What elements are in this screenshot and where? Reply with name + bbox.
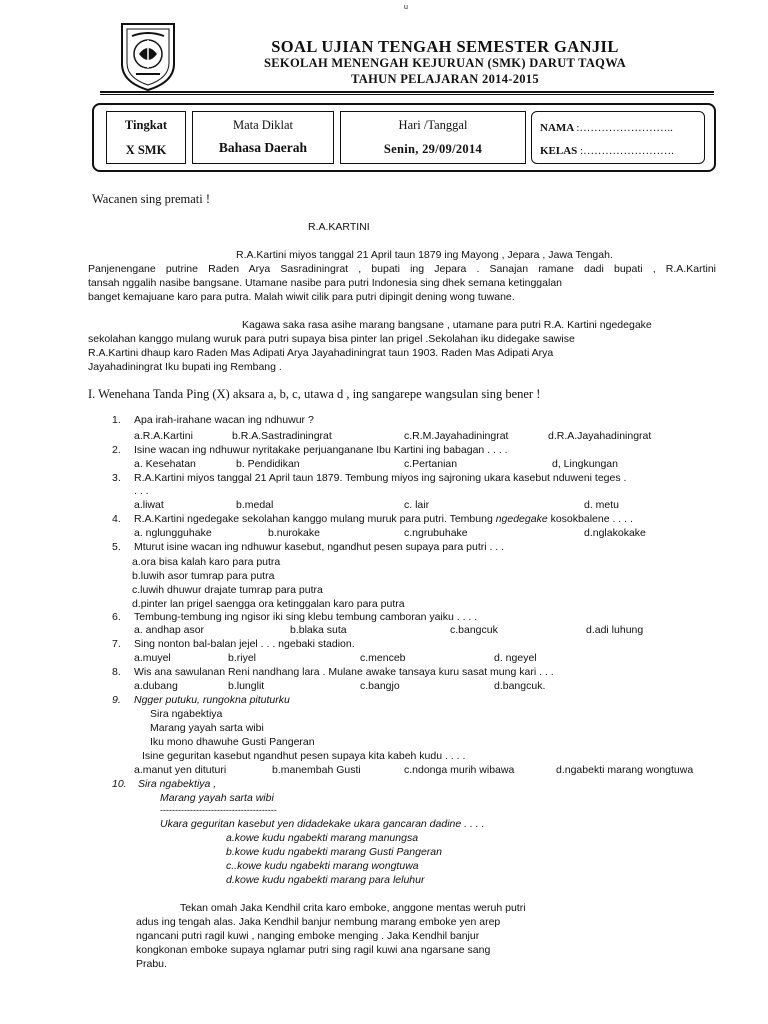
nama-label: NAMA (540, 122, 574, 134)
question-8-option-d[interactable]: d.bangcuk. (494, 680, 546, 692)
question-8-option-c[interactable]: c.bangjo (360, 680, 400, 692)
question-3-text: R.A.Kartini miyos tanggal 21 April taun 1879. Tembung miyos ing sajroning ukara kasebut nduweni teges . (134, 472, 627, 484)
question-8-option-a[interactable]: a.dubang (134, 680, 178, 692)
question-5-number: 5. (112, 541, 121, 553)
top-mark: u (404, 4, 408, 11)
story-line-2: adus ing tengah alas. Jaka Kendhil banjur nembung marang emboke yen arep (136, 916, 501, 928)
question-1-option-b[interactable]: b.R.A.Sastradiningrat (232, 430, 332, 442)
question-9-poem-line-4: Iku mono dhawuhe Gusti Pangeran (150, 736, 315, 748)
question-5-option-a[interactable]: a.ora bisa kalah karo para putra (132, 556, 281, 568)
reading-instruction: Wacanen sing premati ! (92, 192, 211, 206)
question-10-dashes: --------------------------------------- (160, 805, 277, 815)
story-line-5: Prabu. (136, 958, 167, 970)
question-1-number: 1. (112, 414, 121, 426)
story-line-4: kongkonan emboke supaya nglamar putri sing ragil kuwi ana ngarsane sang (136, 944, 491, 956)
paragraph-1-line-2: Panjenengane putrine Raden Arya Sasradiningrat , bupati ing Jepara . Sanajan ramane dadi bupati , R.A.Kartini (88, 263, 716, 275)
paragraph-2-line-2: sekolahan kanggo mulang wuruk para putri supaya bisa pinter lan prigel .Sekolahan iku didegake sawise (88, 333, 575, 345)
question-2-number: 2. (112, 444, 121, 456)
question-2-option-a[interactable]: a. Kesehatan (134, 458, 196, 470)
question-1-option-c[interactable]: c.R.M.Jayahadiningrat (404, 430, 509, 442)
mata-diklat-label: Mata Diklat (232, 118, 294, 132)
question-3-text-cont: . . . (134, 485, 149, 497)
question-6-option-d[interactable]: d.adi luhung (586, 624, 644, 636)
section-i-instruction: I. Wenehana Tanda Ping (X) aksara a, b, c, utawa d , ing sangarepe wangsulan sing bener ! (88, 387, 541, 401)
paragraph-2-line-3: R.A.Kartini dhaup karo Raden Mas Adipati Arya Jayahadiningrat taun 1903. Raden Mas Adipati Arya (88, 347, 554, 359)
school-name: SEKOLAH MENENGAH KEJURUAN (SMK) DARUT TAQWA (264, 56, 626, 70)
question-7-number: 7. (112, 638, 121, 650)
tanggal-value: Senin, 29/09/2014 (383, 142, 483, 156)
question-1-text: Apa irah-irahane wacan ing ndhuwur ? (134, 414, 314, 426)
question-3-option-c[interactable]: c. lair (404, 499, 430, 511)
question-10-option-a[interactable]: a.kowe kudu ngabekti marang manungsa (226, 832, 419, 844)
question-10-poem-line-1: Sira ngabektiya , (138, 778, 217, 790)
question-3-option-a[interactable]: a.liwat (134, 499, 164, 511)
paragraph-2-line-1: Kagawa saka rasa asihe marang bangsane , utamane para putri R.A. Kartini ngedegake (242, 319, 652, 331)
question-9-option-a[interactable]: a.manut yen dituturi (134, 764, 227, 776)
question-4-option-c[interactable]: c.ngrubuhake (404, 527, 468, 539)
question-7-option-a[interactable]: a.muyel (134, 652, 171, 664)
question-4-text (134, 513, 633, 527)
question-6-option-b[interactable]: b.blaka suta (290, 624, 347, 636)
question-1-option-d[interactable]: d.R.A.Jayahadiningrat (548, 430, 652, 442)
question-6-option-c[interactable]: c.bangcuk (450, 624, 498, 636)
question-4-option-a[interactable]: a. nglungguhake (134, 527, 212, 539)
question-9-option-b[interactable]: b.manembah Gusti (272, 764, 361, 776)
question-8-text: Wis ana sawulanan Reni nandhang lara . Mulane awake tansaya kuru sasat mung kari . . . (134, 666, 554, 678)
question-2-text: Isine wacan ing ndhuwur nyritakake perjuanganane Ibu Kartini ing babagan . . . . (134, 444, 508, 456)
question-5-option-d[interactable]: d.pinter lan prigel saengga ora ketinggalan karo para putra (132, 598, 405, 610)
reading-title: R.A.KARTINI (308, 221, 370, 233)
question-9-number: 9. (112, 694, 121, 706)
question-9-poem-line-2: Sira ngabektiya (150, 708, 223, 720)
question-2-option-d[interactable]: d, Lingkungan (552, 458, 618, 470)
question-9-text: Isine geguritan kasebut ngandhut pesen supaya kita kabeh kudu . . . . (142, 750, 466, 762)
question-3-option-b[interactable]: b.medal (236, 499, 274, 511)
nama-field[interactable]: :…………………….. (576, 122, 673, 134)
question-8-number: 8. (112, 666, 121, 678)
paragraph-1-line-1: R.A.Kartini miyos tanggal 21 April taun 1879 ing Mayong , Jepara , Jawa Tengah. (236, 249, 613, 261)
question-10-poem-line-2: Marang yayah sarta wibi (160, 792, 274, 804)
question-4-text-post: kosokbalene . . . . (547, 513, 633, 525)
paragraph-1-line-3: tansah nggalih nasibe bangsane. Utamane nasibe para putri Indonesia sing dhek semana ketinggalan (88, 277, 563, 289)
question-6-text: Tembung-tembung ing ngisor iki sing klebu tembung camboran yaiku . . . . (134, 611, 478, 623)
question-7-option-c[interactable]: c.menceb (360, 652, 406, 664)
academic-year: TAHUN PELAJARAN 2014-2015 (351, 72, 539, 86)
question-10-number: 10. (112, 778, 127, 790)
question-10-option-c[interactable]: c..kowe kudu ngabekti marang wongtuwa (226, 860, 419, 872)
question-2-option-b[interactable]: b. Pendidikan (236, 458, 300, 470)
tingkat-value: X SMK (125, 143, 167, 157)
question-1-option-a[interactable]: a.R.A.Kartini (134, 430, 193, 442)
question-5-text: Mturut isine wacan ing ndhuwur kasebut, ngandhut pesen supaya para putri . . . (134, 541, 505, 553)
question-10-option-d[interactable]: d.kowe kudu ngabekti marang para leluhur (226, 874, 425, 886)
question-4-option-d[interactable]: d.nglakokake (584, 527, 646, 539)
paragraph-2-line-4: Jayahadiningrat Iku bupati ing Rembang . (88, 361, 282, 373)
question-9-poem-line-1: Ngger putuku, rungokna pituturku (134, 694, 290, 706)
question-7-option-b[interactable]: b.riyel (228, 652, 257, 664)
question-9-poem-line-3: Marang yayah sarta wibi (150, 722, 264, 734)
question-4-text-pre: R.A.Kartini ngedegake sekolahan kanggo mulang muruk para putri. Tembung (134, 513, 496, 525)
question-5-option-b[interactable]: b.luwih asor tumrap para putra (132, 570, 275, 582)
question-7-text: Sing nonton bal-balan jejel . . . ngebaki stadion. (134, 638, 355, 650)
kelas-label: KELAS (540, 145, 578, 157)
question-10-option-b[interactable]: b.kowe kudu ngabekti marang Gusti Pangeran (226, 846, 442, 858)
kelas-field[interactable]: :……………………. (580, 145, 674, 157)
tingkat-label: Tingkat (124, 118, 168, 132)
question-4-option-b[interactable]: b.nurokake (268, 527, 320, 539)
question-5-option-c[interactable]: c.luwih dhuwur drajate tumrap para putra (132, 584, 323, 596)
question-4-keyword: ngedegake (495, 513, 548, 525)
story-line-1: Tekan omah Jaka Kendhil crita karo emboke, anggone mentas weruh putri (180, 902, 526, 914)
exam-title: SOAL UJIAN TENGAH SEMESTER GANJIL (271, 37, 619, 56)
question-3-number: 3. (112, 472, 121, 484)
question-9-option-c[interactable]: c.ndonga murih wibawa (404, 764, 515, 776)
question-10-text: Ukara geguritan kasebut yen didadekake ukara gancaran dadine . . . . (160, 818, 485, 830)
paragraph-1-line-4: banget kemajuane karo para putra. Malah wiwit cilik para putri dipingit dening wong tuwane. (88, 291, 515, 303)
question-4-number: 4. (112, 513, 121, 525)
tanggal-label: Hari /Tanggal (398, 118, 468, 132)
question-8-option-b[interactable]: b.lunglit (228, 680, 265, 692)
question-9-option-d[interactable]: d.ngabekti marang wongtuwa (556, 764, 694, 776)
question-6-number: 6. (112, 611, 121, 623)
question-7-option-d[interactable]: d. ngeyel (494, 652, 537, 664)
question-6-option-a[interactable]: a. andhap asor (134, 624, 205, 636)
question-3-option-d[interactable]: d. metu (584, 499, 620, 511)
story-line-3: ngancani putri ragil kuwi , nanging emboke menging . Jaka Kendhil banjur (136, 930, 480, 942)
mata-diklat-value: Bahasa Daerah (218, 140, 308, 155)
question-2-option-c[interactable]: c.Pertanian (404, 458, 458, 470)
